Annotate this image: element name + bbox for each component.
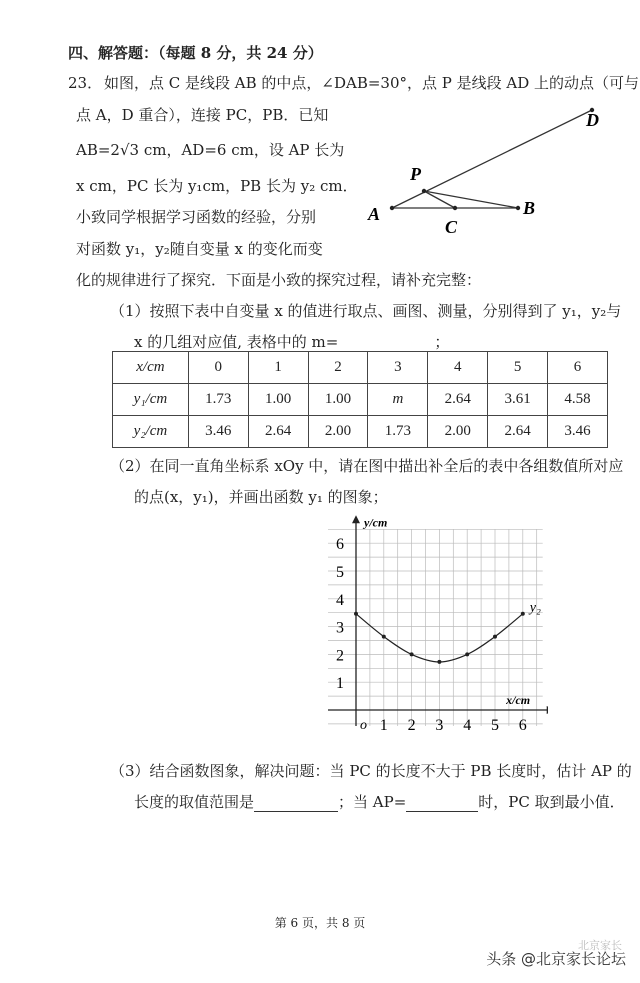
data-point — [521, 612, 525, 616]
part2-line-1: （2）在同一直角坐标系 xOy 中，请在图中描出补全后的表中各组数值所对应 — [110, 457, 624, 475]
part3-text-c: 时，PC 取到最小值． — [478, 793, 625, 811]
part1-line-2 — [134, 331, 449, 352]
table-cell: 2.00 — [308, 416, 368, 448]
answer-blank-range[interactable] — [254, 793, 338, 812]
part3-line-2 — [134, 791, 625, 812]
y-tick-label: 2 — [336, 647, 344, 665]
table-row — [113, 384, 608, 416]
y-axis-label: y/cm — [364, 515, 388, 530]
table-row — [113, 416, 608, 448]
label-c: C — [445, 217, 458, 237]
label-b: B — [523, 198, 536, 218]
table-cell: 1 — [248, 352, 308, 384]
y-tick-label: 1 — [336, 675, 344, 693]
x-tick-label: 4 — [463, 717, 472, 734]
data-point — [437, 660, 441, 664]
segment-ad — [392, 110, 592, 208]
table-cell: 2.64 — [428, 384, 488, 416]
table-row — [113, 352, 608, 384]
part3-text-a: 长度的取值范围是 — [134, 793, 255, 811]
problem-line-3: AB=2√3 cm，AD=6 cm，设 AP 长为 — [76, 141, 345, 159]
table-cell: 5 — [488, 352, 548, 384]
table-cell: 3.61 — [488, 384, 548, 416]
x-axis-arrow — [547, 706, 548, 714]
table-header: y₂/cm — [113, 416, 189, 448]
part3-text-b: ；当 AP= — [338, 793, 407, 811]
label-d: D — [586, 110, 599, 130]
table-cell: 1.73 — [188, 384, 248, 416]
part1-line-1: （1）按照下表中自变量 x 的值进行取点、画图、测量，分别得到了 y₁，y₂与 — [110, 302, 622, 320]
problem-line-7: 化的规律进行了探究．下面是小致的探究过程，请补充完整： — [76, 271, 482, 289]
table-cell: 2.64 — [248, 416, 308, 448]
data-point — [354, 612, 358, 616]
table-cell: 3.46 — [548, 416, 608, 448]
section-heading: 四、解答题：（每题 8 分，共 24 分） — [68, 44, 323, 62]
origin-label: o — [360, 718, 367, 733]
table-cell: 2.00 — [428, 416, 488, 448]
y-tick-label: 4 — [336, 591, 344, 609]
data-point — [493, 635, 497, 639]
table-cell: 3 — [368, 352, 428, 384]
part3-line-1: （3）结合函数图象，解决问题：当 PC 的长度不大于 PB 长度时，估计 AP 的 — [110, 762, 632, 780]
chart-ticks — [336, 536, 527, 734]
table-cell: 6 — [548, 352, 608, 384]
label-a: A — [368, 204, 381, 224]
table-cell: 4 — [428, 352, 488, 384]
table-header: y₁/cm — [113, 384, 189, 416]
watermark: 头条 @北京家长论坛 — [486, 950, 626, 968]
page-footer: 第 6 页，共 8 页 — [274, 916, 366, 930]
table-cell: 1.00 — [248, 384, 308, 416]
y-axis-arrow — [352, 515, 360, 523]
x-axis-label: x/cm — [506, 693, 531, 707]
part1-line-2-text: x 的几组对应值, 表格中的 m= — [134, 333, 339, 351]
y-tick-label: 6 — [336, 536, 344, 554]
watermark-faint: 北京家长 — [578, 939, 622, 952]
label-p: P — [410, 164, 421, 184]
data-point — [465, 652, 469, 656]
problem-line-5: 小致同学根据学习函数的经验，分别 — [76, 208, 317, 226]
table-header: x/cm — [113, 352, 189, 384]
y-tick-label: 3 — [336, 619, 344, 637]
table-cell: 4.58 — [548, 384, 608, 416]
x-tick-label: 5 — [491, 717, 499, 734]
geometry-figure — [360, 100, 620, 240]
table-cell: 2 — [308, 352, 368, 384]
y-tick-label: 5 — [336, 564, 344, 581]
answer-blank-m[interactable] — [338, 333, 434, 352]
x-tick-label: 2 — [407, 717, 416, 734]
answer-blank-ap[interactable] — [406, 793, 478, 812]
problem-line-2: 点 A，D 重合），连接 PC，PB．已知 — [76, 106, 329, 124]
part2-line-2: 的点(x，y₁)，并画出函数 y₁ 的图象； — [134, 488, 388, 506]
problem-line-4: x cm，PC 长为 y₁cm，PB 长为 y₂ cm． — [76, 177, 358, 195]
table-cell: 1.73 — [368, 416, 428, 448]
part1-line-2-end: ； — [434, 333, 450, 351]
table-cell: 3.46 — [188, 416, 248, 448]
problem-line-1: 如图，点 C 是线段 AB 的中点，∠DAB=30°，点 P 是线段 AD 上的动点（可与 — [104, 74, 640, 92]
problem-line-6: 对函数 y₁，y₂随自变量 x 的变化而变 — [76, 240, 323, 258]
x-tick-label: 6 — [518, 717, 527, 734]
data-point — [382, 635, 386, 639]
x-tick-label: 1 — [379, 717, 388, 734]
table-cell: 2.64 — [488, 416, 548, 448]
table-cell: 1.00 — [308, 384, 368, 416]
data-point — [410, 652, 414, 656]
table-cell: 0 — [188, 352, 248, 384]
value-table — [112, 351, 608, 448]
problem-number: 23． — [68, 74, 103, 92]
segment-pb — [424, 191, 518, 208]
series-label: y₂ — [529, 600, 541, 616]
x-tick-label: 3 — [435, 717, 444, 734]
table-cell-m: m — [368, 384, 428, 416]
coordinate-chart — [326, 510, 548, 738]
